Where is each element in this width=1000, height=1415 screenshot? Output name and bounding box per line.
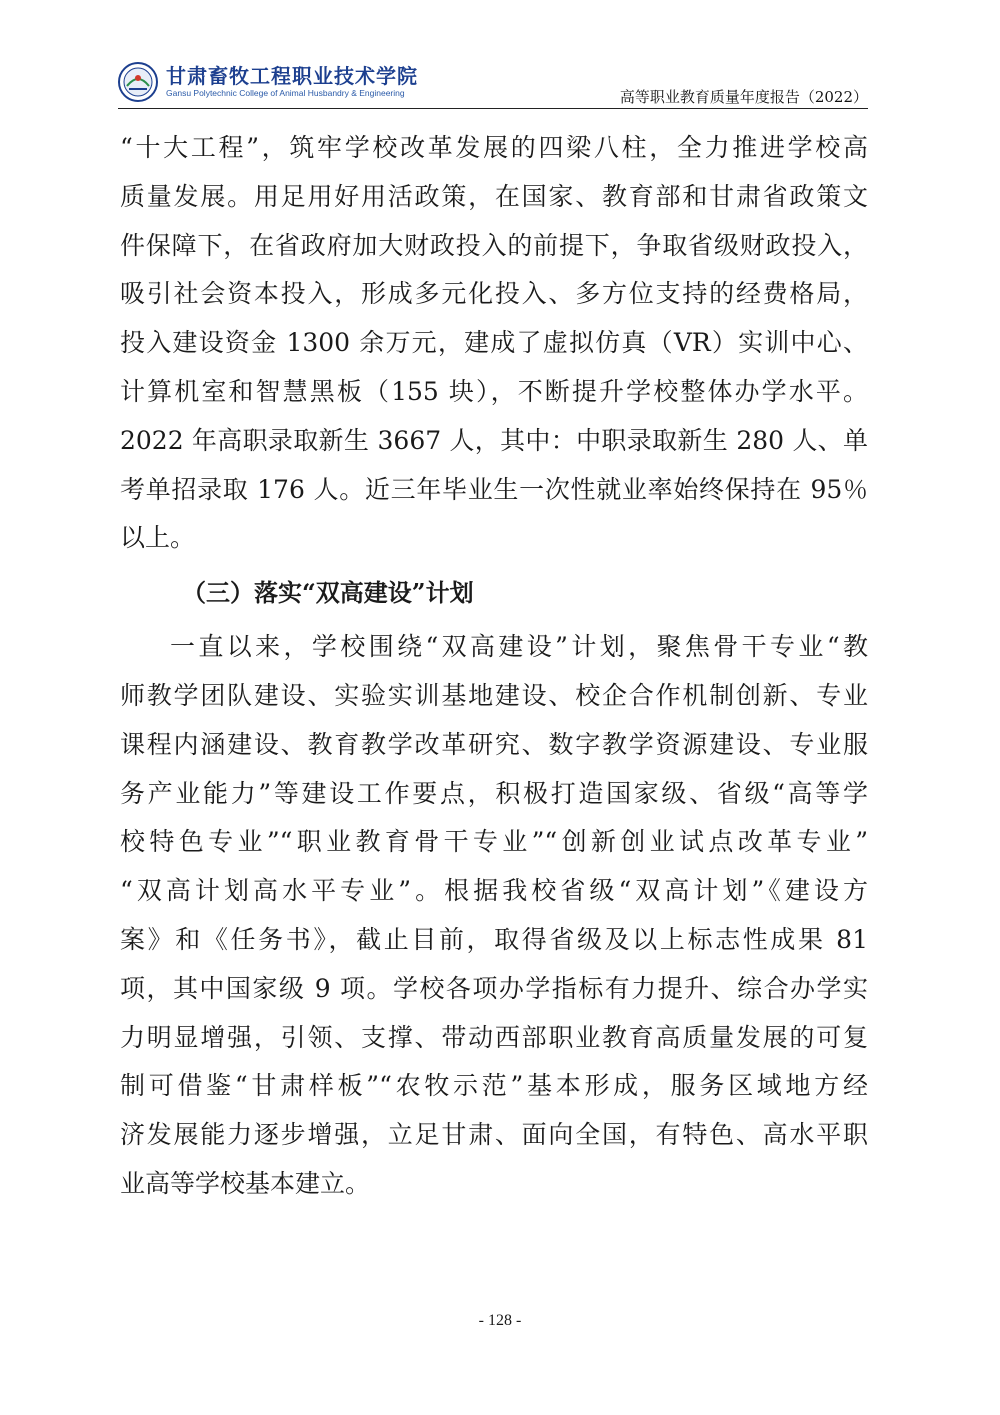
text-line: 计算机室和智慧黑板（155 块），不断提升学校整体办学水平。 [120,376,868,406]
page-number: - 128 - [478,1312,522,1329]
school-logo-icon [118,62,158,102]
text-line: 质量发展。用足用好用活政策，在国家、教育部和甘肃省政策文 [120,181,868,211]
header-divider [118,108,868,109]
text-line: “双高计划高水平专业”。根据我校省级“双高计划”《建设方 [120,876,868,906]
school-name-cn: 甘肃畜牧工程职业技术学院 [166,64,418,88]
text-line: 一直以来，学校围绕“双高建设”计划，聚焦骨干专业“教 [170,632,868,662]
text-line: 业高等学校基本建立。 [120,1168,371,1198]
text-line: 考单招录取 176 人。近三年毕业生一次性就业率始终保持在 95％ [120,474,868,504]
text-line: 项，其中国家级 9 项。学校各项办学指标有力提升、综合办学实 [120,973,868,1003]
report-title: 高等职业教育质量年度报告（2022） [619,88,868,106]
text-line: “十大工程”，筑牢学校改革发展的四梁八柱，全力推进学校高 [120,133,868,162]
paragraph-2 [120,623,868,1209]
text-line: 济发展能力逐步增强，立足甘肃、面向全国，有特色、高水平职 [120,1120,868,1150]
text-line: 件保障下，在省政府加大财政投入的前提下，争取省级财政投入， [120,230,868,260]
school-name-en: Gansu Polytechnic College of Animal Husbandry & Engineering [166,88,405,98]
text-line: 以上。 [120,523,196,553]
section-heading: （三）落实“双高建设”计划 [182,578,474,608]
text-line: 吸引社会资本投入，形成多元化投入、多方位支持的经费格局， [120,279,868,309]
text-line: 师教学团队建设、实验实训基地建设、校企合作机制创新、专业 [120,680,868,710]
text-line: 务产业能力”等建设工作要点，积极打造国家级、省级“高等学 [120,778,868,808]
page-body [120,124,868,1209]
text-line: 课程内涵建设、教育教学改革研究、数字教学资源建设、专业服 [120,729,868,759]
text-line: 案》和《任务书》，截止目前，取得省级及以上标志性成果 81 [120,924,868,954]
text-line: 制可借鉴“甘肃样板”“农牧示范”基本形成，服务区域地方经 [120,1071,868,1101]
page-header [118,58,868,110]
text-line: 力明显增强，引领、支撑、带动西部职业教育高质量发展的可复 [120,1022,868,1052]
text-line: 2022 年高职录取新生 3667 人，其中：中职录取新生 280 人、单 [120,425,868,455]
text-line: 投入建设资金 1300 余万元，建成了虚拟仿真（VR）实训中心、 [120,328,868,358]
paragraph-1 [120,124,868,563]
text-line: 校特色专业”“职业教育骨干专业”“创新创业试点改革专业” [120,827,868,857]
